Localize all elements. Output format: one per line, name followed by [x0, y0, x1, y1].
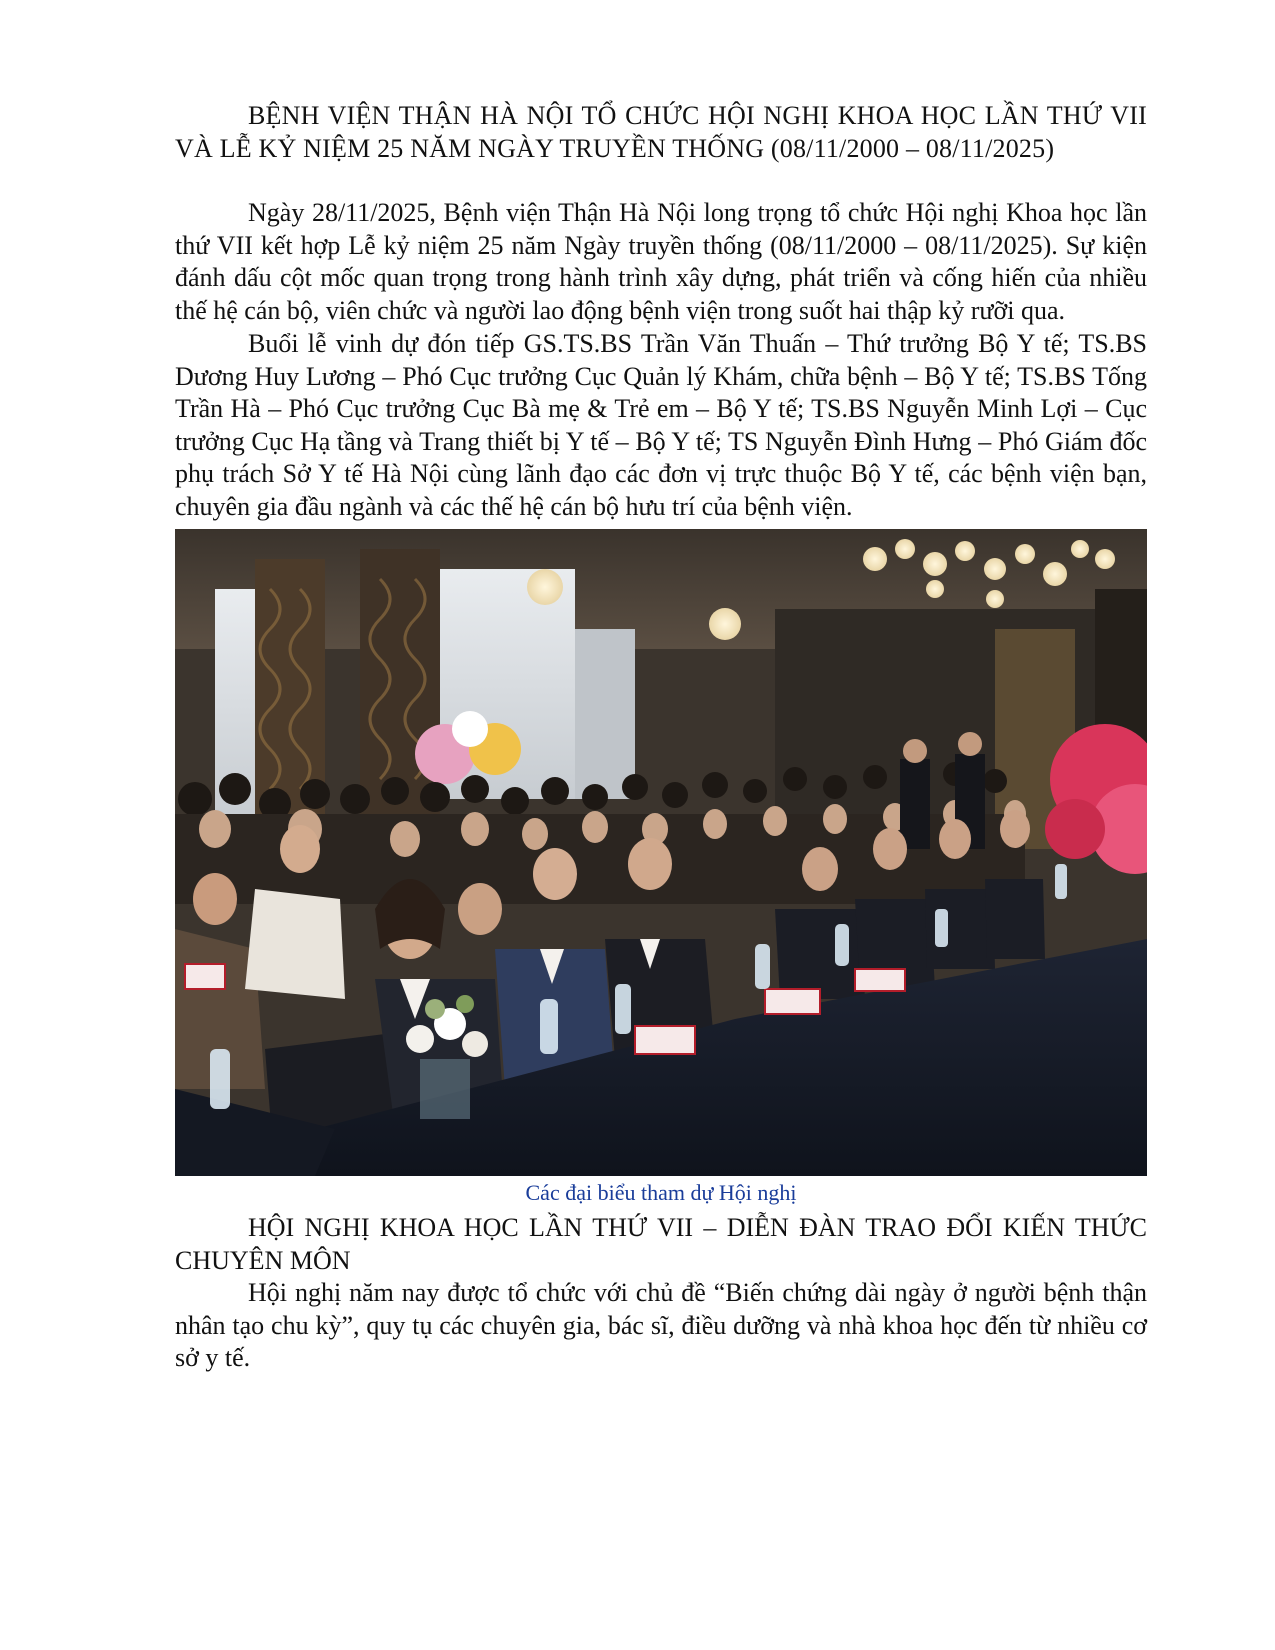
- paragraph-guests: Buổi lễ vinh dự đón tiếp GS.TS.BS Trần Văn Thuấn – Thứ trưởng Bộ Y tế; TS.BS Dương Huy Lương – Phó Cục trưởng Cục Quản lý Khám, chữa bệnh – Bộ Y tế; TS.BS Tống Trần Hà – Phó Cục trưởng Cục Bà mẹ & Trẻ em – Bộ Y tế; TS.BS Nguyễn Minh Lợi – Cục trưởng Cục Hạ tầng và Trang thiết bị Y tế – Bộ Y tế; TS Nguyễn Đình Hưng – Phó Giám đốc phụ trách Sở Y tế Hà Nội cùng lãnh đạo các đơn vị trực thuộc Bộ Y tế, các bệnh viện bạn, chuyên gia đầu ngành và các thế hệ cán bộ hưu trí của bệnh viện.: [175, 329, 1147, 521]
- section-heading: HỘI NGHỊ KHOA HỌC LẦN THỨ VII – DIỄN ĐÀN TRAO ĐỔI KIẾN THỨC CHUYÊN MÔN: [175, 1213, 1147, 1275]
- article-title: BỆNH VIỆN THẬN HÀ NỘI TỔ CHỨC HỘI NGHỊ KHOA HỌC LẦN THỨ VII VÀ LỄ KỶ NIỆM 25 NĂM NGÀY TRUYỀN THỐNG (08/11/2000 – 08/11/2025): [175, 101, 1147, 163]
- photo-caption: Các đại biểu tham dự Hội nghị: [525, 1180, 797, 1205]
- conference-photo: [175, 529, 1147, 1176]
- conference-photo-illustration: [175, 529, 1147, 1176]
- paragraph-intro: Ngày 28/11/2025, Bệnh viện Thận Hà Nội long trọng tổ chức Hội nghị Khoa học lần thứ VII kết hợp Lễ kỷ niệm 25 năm Ngày truyền thống (08/11/2000 – 08/11/2025). Sự kiện đánh dấu cột mốc quan trọng trong hành trình xây dựng, phát triển và cống hiến của nhiều thế hệ cán bộ, viên chức và người lao động bệnh viện trong suốt hai thập kỷ rưỡi qua.: [175, 198, 1147, 325]
- section-paragraph: Hội nghị năm nay được tổ chức với chủ đề “Biến chứng dài ngày ở người bệnh thận nhân tạo chu kỳ”, quy tụ các chuyên gia, bác sĩ, điều dưỡng và nhà khoa học đến từ nhiều cơ sở y tế.: [175, 1278, 1147, 1372]
- document-page: [175, 100, 1147, 1376]
